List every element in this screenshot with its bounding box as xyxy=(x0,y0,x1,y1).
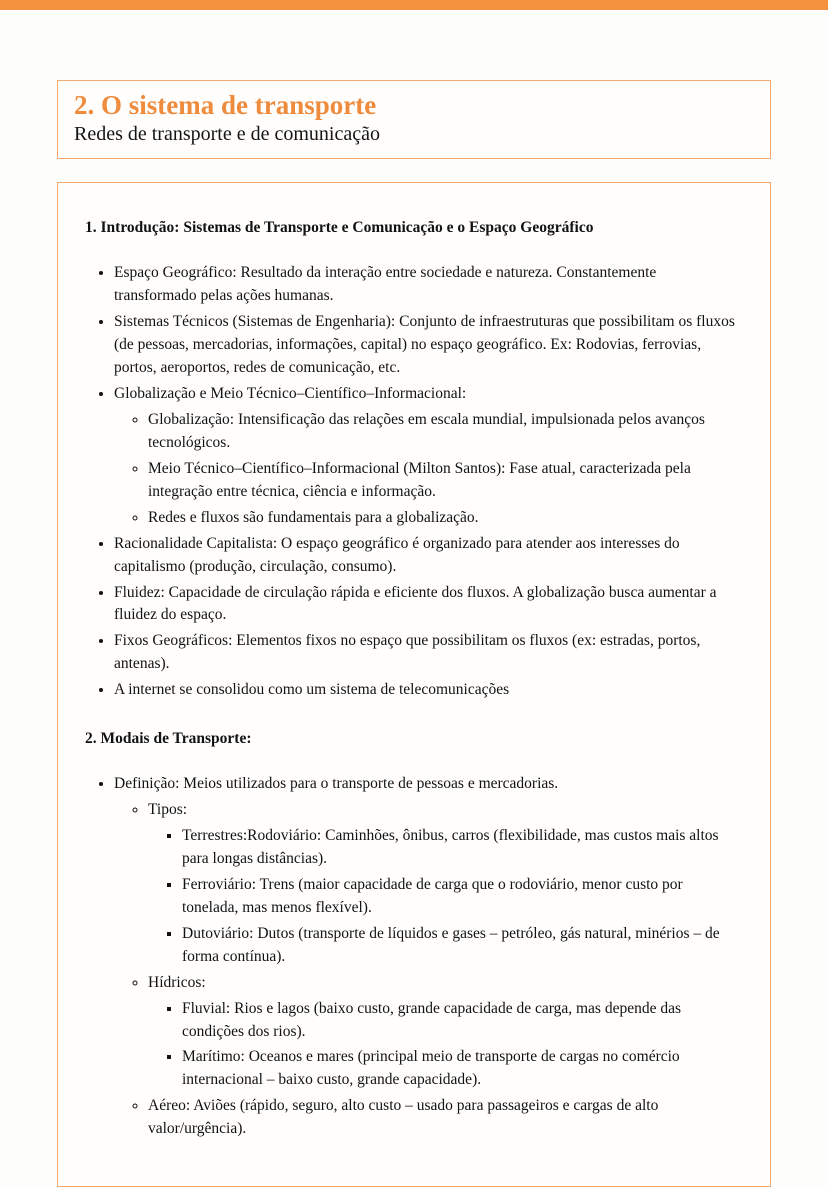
list-item xyxy=(114,262,740,308)
list-item xyxy=(114,311,740,380)
top-accent-bar xyxy=(0,0,828,10)
list-item xyxy=(114,773,740,1141)
list-item xyxy=(148,507,740,530)
list-item xyxy=(182,998,740,1044)
sub-list xyxy=(114,799,740,1141)
list-item-text: Terrestres:Rodoviário: Caminhões, ônibus, carros (flexibilidade, mas custos mais altos para longas distâncias). xyxy=(182,827,719,867)
section-2-list xyxy=(85,773,740,1141)
list-item xyxy=(148,458,740,504)
list-item xyxy=(148,1095,740,1141)
list-item xyxy=(114,533,740,579)
list-item-text: Globalização: Intensificação das relações em escala mundial, impulsionada pelos avanços tecnológicos. xyxy=(148,410,705,451)
sub-sub-list xyxy=(148,998,740,1093)
list-item xyxy=(148,799,740,969)
list-item xyxy=(182,825,740,871)
page-wrap xyxy=(57,80,771,1187)
list-item xyxy=(114,630,740,676)
list-item-text: Marítimo: Oceanos e mares (principal meio de transporte de cargas no comércio internacional – baixo custo, grande capacidade). xyxy=(182,1048,680,1089)
list-item-text: Sistemas Técnicos (Sistemas de Engenharia): Conjunto de infraestruturas que possibilitam os fluxos (de pessoas, mercadorias, informações, capital) no espaço geográfico. Ex: Rodovias, ferrovias, portos, aeroportos, redes de comunicação, etc. xyxy=(114,313,735,377)
list-item-text: Hídricos: xyxy=(148,973,206,991)
list-item-text: Meio Técnico–Científico–Informacional (Milton Santos): Fase atual, caracterizada pela integração entre técnica, ciência e informação. xyxy=(148,459,691,500)
list-item-text: Globalização e Meio Técnico–Científico–Informacional: xyxy=(114,385,467,403)
list-item xyxy=(182,874,740,920)
section-2-heading: 2. Modais de Transporte: xyxy=(85,730,252,748)
section-1-heading: 1. Introdução: Sistemas de Transporte e Comunicação e o Espaço Geográfico xyxy=(85,219,594,237)
page-subtitle: Redes de transporte e de comunicação xyxy=(74,123,380,146)
header-card xyxy=(57,80,771,159)
list-item-text: Espaço Geográfico: Resultado da interação entre sociedade e natureza. Constantemente transformado pelas ações humanas. xyxy=(114,264,657,305)
list-item xyxy=(182,1046,740,1092)
list-item xyxy=(114,679,740,702)
sub-list xyxy=(114,409,740,530)
list-item-text: Definição: Meios utilizados para o transporte de pessoas e mercadorias. xyxy=(114,775,559,793)
list-item-text: A internet se consolidou como um sistema de telecomunicações xyxy=(114,681,510,699)
list-item-text: Fixos Geográficos: Elementos fixos no espaço que possibilitam os fluxos (ex: estradas, portos, antenas). xyxy=(114,632,701,673)
list-item-text: Aéreo: Aviões (rápido, seguro, alto custo – usado para passageiros e cargas de alto valor/urgência). xyxy=(148,1097,659,1138)
list-item-text: Ferroviário: Trens (maior capacidade de carga que o rodoviário, menor custo por tonelada, mas menos flexível). xyxy=(182,875,683,916)
list-item-text: Dutoviário: Dutos (transporte de líquidos e gases – petróleo, gás natural, minérios – de forma contínua). xyxy=(182,924,720,965)
list-item xyxy=(148,972,740,1093)
list-item-text: Racionalidade Capitalista: O espaço geográfico é organizado para atender aos interesses do capitalismo (produção, circulação, consumo). xyxy=(114,534,680,575)
sub-sub-list xyxy=(148,825,740,969)
section-1-list xyxy=(85,262,740,702)
list-item-text: Fluidez: Capacidade de circulação rápida e eficiente dos fluxos. A globalização busca aumentar a fluidez do espaço. xyxy=(114,583,717,624)
list-item-text: Redes e fluxos são fundamentais para a globalização. xyxy=(148,508,479,526)
content-card xyxy=(57,182,771,1187)
list-item-text: Fluvial: Rios e lagos (baixo custo, grande capacidade de carga, mas depende das condições dos rios). xyxy=(182,999,681,1040)
list-item-text: Tipos: xyxy=(148,801,188,819)
page-title: 2. O sistema de transporte xyxy=(74,90,377,120)
list-item xyxy=(148,409,740,455)
list-item xyxy=(114,582,740,628)
list-item xyxy=(182,923,740,969)
list-item xyxy=(114,383,740,530)
